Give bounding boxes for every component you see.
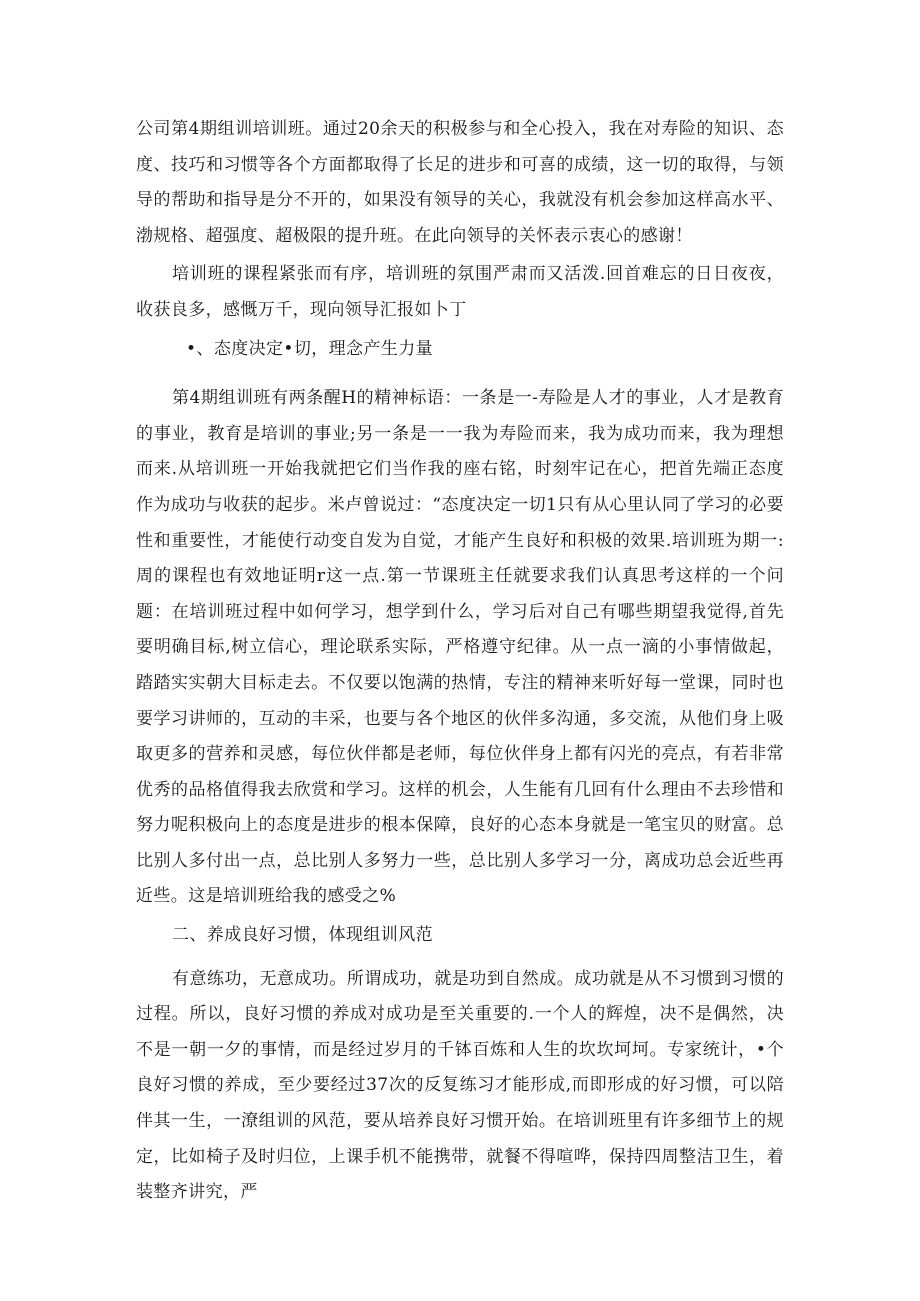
- paragraph-course-summary: 培训班的课程紧张而有序，培训班的氛围严肃而又活泼.回首难忘的日日夜夜，收获良多，感慨万千，现向领导汇报如卜丁: [136, 264, 784, 320]
- paragraph-attitude: 第4期组训班有两条醒H的精神标语：一条是一-寿险是人才的事业，人才是教育的事业，教育是培训的事业;另一条是一一我为寿险而来，我为成功而来，我为理想而来.从培训班一开始我就把它们当作我的座右铭，时刻牢记在心，把首先端正态度作为成功与收获的起步。米卢曾说过：“态度决定一切1只有从心里认同了学习的必要性和重要性，才能使行动变自发为自觉，才能产生良好和积极的效果.培训班为期一:周的课程也有效地证明r这一点.第一节课班主任就要求我们认真思考这样的一个问题：在培训班过程中如何学习，想学到什么，学习后对自己有哪些期望我觉得,首先要明确目标,树立信心，理论联系实际，严格遵守纪律。从一点一滴的小事情做起，踏踏实实朝大目标走去。不仅要以饱满的热情，专注的精神来听好每一堂课，同时也要学习讲师的，互动的丰采，也要与各个地区的伙伴多沟通，多交流，从他们身上吸取更多的营养和灵感，每位伙伴都是老师，每位伙伴身上都有闪光的亮点，有若非常优秀的品格值得我去欣赏和学习。这样的机会，人生能有几回有什么理由不去珍惜和努力呢积极向上的态度是进步的根本保障，良好的心态本身就是一笔宝贝的财富。总比别人多付出一点，总比别人多努力一些，总比别人多学习一分，离成功总会近些再近些。这是培训班给我的感受之%: [136, 388, 784, 907]
- document-page: [136, 112, 784, 1211]
- paragraph-intro: 公司第4期组训培训班。通过20余天的积极参与和全心投入，我在对寿险的知识、态度、技巧和习惯等各个方面都取得了长足的进步和可喜的成绩，这一切的取得，与领导的帮助和指导是分不开的，如果没有领导的关心，我就没有机会参加这样高水平、渤规格、超强度、超极限的提升班。在此向领导的关怀表示衷心的感谢！: [136, 119, 784, 246]
- paragraph-habits: 有意练功，无意成功。所谓成功，就是功到自然成。成功就是从不习惯到习惯的过程。所以，良好习惯的养成对成功是至关重要的.一个人的辉煌，决不是偶然，决不是一朝一夕的事情，而是经过岁月的千钵百炼和人生的坎坎坷坷。专家统计，•个良好习惯的养成，至少要经过37次的反复练习才能形成,而即形成的好习惯，可以陪伴其一生，一潦组训的风范，要从培养良好习惯开始。在培训班里有许多细节上的规定，比如椅子及时归位，上课手机不能携带，就餐不得喧哗，保持四周整洁卫生，着装整齐讲究，严: [136, 968, 784, 1203]
- section-heading-attitude: •、态度决定•切，理念产生力量: [186, 338, 434, 359]
- section-heading-habits: 二、养成良好习惯，体现组训风范: [172, 925, 433, 946]
